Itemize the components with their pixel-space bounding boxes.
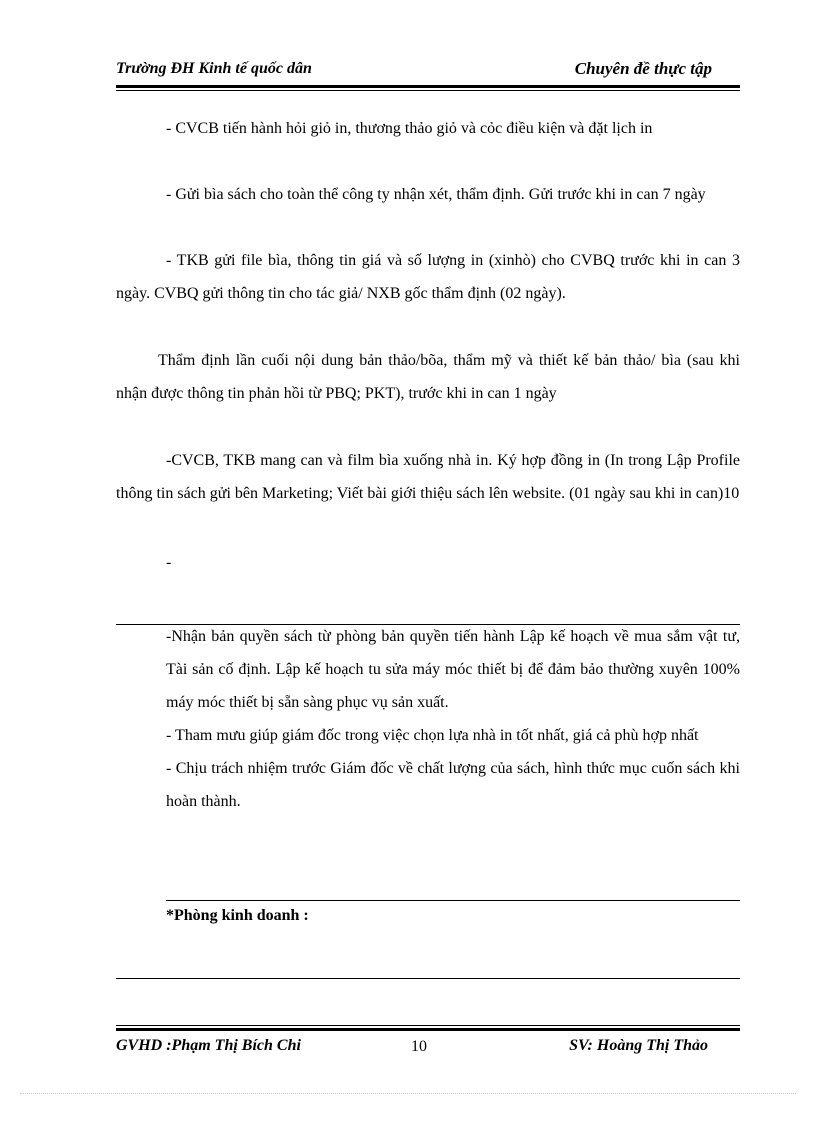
page-edge-dots	[20, 1093, 796, 1094]
paragraph-print-scheduling: - CVCB tiến hành hỏi giỏ in, thương thảo giỏ và cỏc điều kiện và đặt lịch in	[166, 120, 653, 137]
box-inner-rule	[166, 900, 740, 901]
footer-advisor: GVHD :Phạm Thị Bích Chi	[116, 1037, 301, 1054]
header-rule-thick	[116, 85, 740, 88]
footer-rule-thick	[116, 1028, 740, 1031]
box-item-responsibility: - Chịu trách nhiệm trước Giám đốc về chất lượng của sách, hình thức mục cuốn sách khi hoàn thành.	[166, 760, 740, 810]
section-bottom-rule	[116, 978, 740, 979]
box-content	[166, 620, 740, 818]
footer-rule-thin	[116, 1025, 740, 1026]
header-document-title: Chuyên đề thực tập	[574, 59, 712, 78]
header-rule-thin	[116, 90, 740, 91]
header-school-name: Trường ĐH Kinh tế quốc dân	[116, 60, 312, 77]
paragraph-cover-review: - Gửi bìa sách cho toàn thể công ty nhận xét, thẩm định. Gửi trước khi in can 7 ngày	[166, 186, 706, 203]
paragraph-final-review: Thẩm định lần cuối nội dung bản thảo/bõa, thẩm mỹ và thiết kế bản thảo/ bìa (sau khi nhận được thông tin phản hồi từ PBQ; PKT), trước khi in can 1 ngày	[116, 352, 740, 402]
footer-page-number: 10	[411, 1038, 427, 1055]
box-item-advise-director: - Tham mưu giúp giám đốc trong việc chọn lựa nhà in tốt nhất, giá cả phù hợp nhất	[166, 727, 699, 744]
section-heading-sales: *Phòng kinh doanh :	[166, 907, 309, 924]
paragraph-dash: -	[166, 554, 172, 571]
footer-student: SV: Hoàng Thị Thảo	[569, 1037, 708, 1054]
paragraph-tkb-file: - TKB gửi file bìa, thông tin giá và số lượng in (xinhò) cho CVBQ trước khi in can 3 ngày. CVBQ gửi thông tin cho tác giả/ NXB gốc thẩm định (02 ngày).	[116, 252, 740, 302]
paragraph-print-contract: -CVCB, TKB mang can và film bìa xuống nhà in. Ký hợp đồng in (In trong Lập Profile thông tin sách gửi bên Marketing; Viết bài giới thiệu sách lên website. (01 ngày sau khi in can)10	[116, 452, 740, 502]
box-item-copyright: -Nhận bản quyền sách từ phòng bản quyền tiến hành Lập kế hoạch về mua sắm vật tư, Tài sản cố định. Lập kế hoạch tu sửa máy móc thiết bị để đảm bảo thường xuyên 100% máy móc thiết bị sẵn sàng phục vụ sản xuất.	[166, 628, 740, 711]
